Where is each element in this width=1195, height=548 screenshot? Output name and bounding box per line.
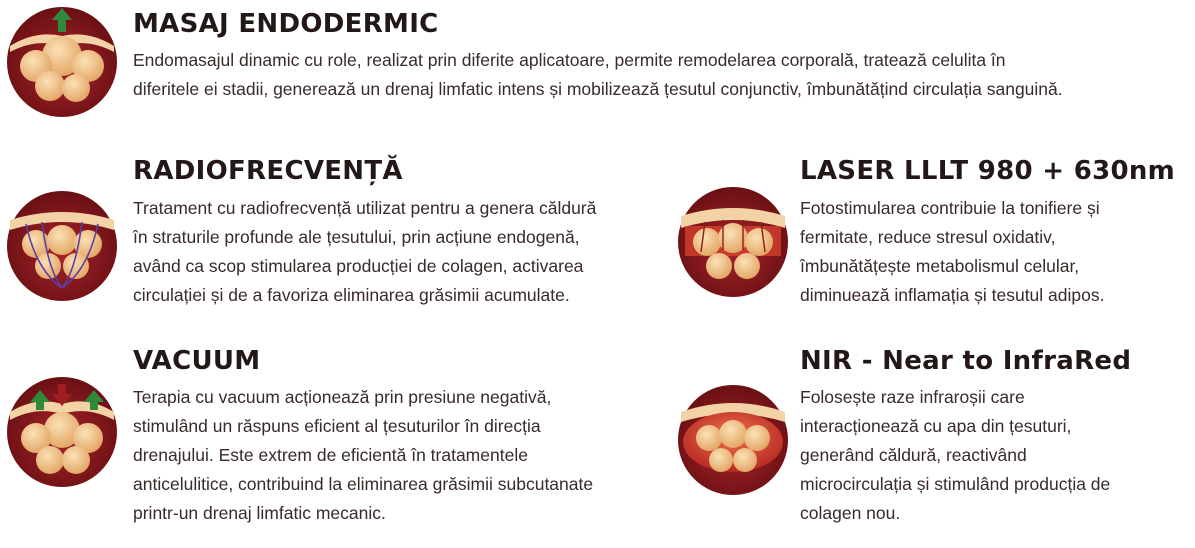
section-title: RADIOFRECVENȚĂ bbox=[133, 156, 403, 186]
description-line: generând căldură, reactivând bbox=[800, 445, 1027, 465]
description-line: microcirculația și stimulând producția de bbox=[800, 474, 1111, 494]
description-line: interacționează cu apa din țesuturi, bbox=[800, 416, 1072, 436]
description-line: stimulând un răspuns eficient al țesuturilor în direcția bbox=[133, 416, 541, 436]
vacuum-icon bbox=[6, 376, 118, 488]
section-title: LASER LLLT 980 + 630nm bbox=[800, 156, 1176, 186]
description-line: Folosește raze infraroșii care bbox=[800, 387, 1025, 407]
description-line: anticelulitice, contribuind la eliminarea grăsimii subcutanate bbox=[133, 474, 594, 494]
description-line: Endomasajul dinamic cu role, realizat prin diferite aplicatoare, permite remodelarea corporală, tratează celulita în bbox=[133, 50, 1006, 70]
description-line: diminuează inflamația și tesutul adipos. bbox=[800, 285, 1105, 305]
endodermic-massage-icon bbox=[6, 6, 118, 118]
description-line: Terapia cu vacuum acționează prin presiune negativă, bbox=[133, 387, 552, 407]
description-line: îmbunătățește metabolismul celular, bbox=[800, 256, 1080, 276]
description-line: diferitele ei stadii, generează un drenaj limfatic intens și mobilizează țesutul conjunctiv, îmbunătățind circulația sanguină. bbox=[133, 79, 1063, 99]
section-description bbox=[133, 46, 1063, 104]
description-line: Fotostimularea contribuie la tonifiere și bbox=[800, 198, 1100, 218]
description-line: printr-un drenaj limfatic mecanic. bbox=[133, 503, 386, 523]
section-title: MASAJ ENDODERMIC bbox=[133, 9, 439, 39]
description-line: fermitate, reduce stresul oxidativ, bbox=[800, 227, 1056, 247]
description-line: colagen nou. bbox=[800, 503, 901, 523]
section-description bbox=[800, 383, 1110, 528]
section-title: NIR - Near to InfraRed bbox=[800, 346, 1132, 376]
section-description bbox=[133, 383, 593, 528]
section-title: VACUUM bbox=[133, 346, 261, 376]
description-line: având ca scop stimularea producției de colagen, activarea bbox=[133, 256, 584, 276]
section-description bbox=[800, 194, 1104, 310]
description-line: drenajului. Este extrem de eficientă în tratamentele bbox=[133, 445, 528, 465]
description-line: Tratament cu radiofrecvență utilizat pentru a genera căldură bbox=[133, 198, 597, 218]
section-description bbox=[133, 194, 596, 310]
description-line: circulației și de a favoriza eliminarea grăsimii acumulate. bbox=[133, 285, 570, 305]
near-infrared-icon bbox=[677, 384, 789, 496]
description-line: în straturile profunde ale țesutului, prin acțiune endogenă, bbox=[133, 227, 580, 247]
laser-icon bbox=[677, 186, 789, 298]
radiofrequency-icon bbox=[6, 190, 118, 302]
